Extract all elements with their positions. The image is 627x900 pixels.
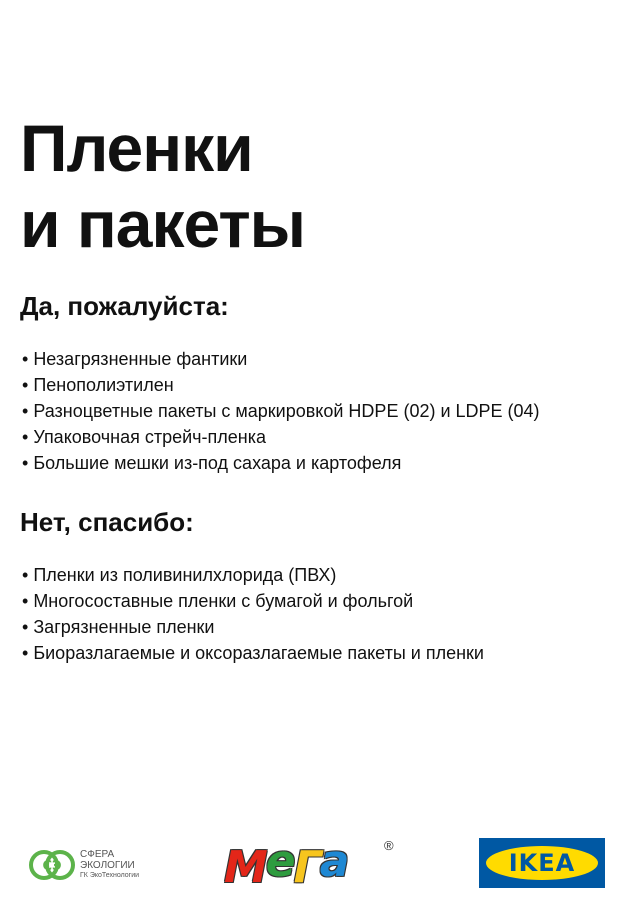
sfera-line-2: ЭКОЛОГИИ (80, 860, 135, 871)
mega-letter: Г (293, 842, 322, 893)
list-item: • Разноцветные пакеты с маркировкой HDPE (02) и LDPE (04) (22, 398, 540, 424)
list-item: • Упаковочная стрейч-пленка (22, 424, 540, 450)
sfera-ekologii-text (80, 849, 139, 880)
no-heading: Нет, спасибо: (20, 507, 194, 537)
list-item: • Загрязненные пленки (22, 614, 484, 640)
yes-list (22, 346, 540, 476)
page-title (20, 110, 305, 262)
sfera-ekologii-logo (28, 846, 178, 886)
ikea-wordmark: IKEA (508, 849, 576, 877)
list-item: • Большие мешки из-под сахара и картофеля (22, 450, 540, 476)
sfera-line-3: ГК ЭкоТехнологии (80, 872, 140, 879)
sfera-ekologii-mark-icon (28, 849, 76, 881)
sfera-line-1: СФЕРА (80, 849, 115, 860)
registered-mark: ® (384, 838, 394, 853)
title-line-1: Пленки (20, 111, 253, 185)
svg-text:СЭ: СЭ (42, 859, 62, 874)
mega-letter: а (319, 836, 350, 887)
mega-letter: М (224, 842, 268, 893)
title-line-2: и пакеты (20, 187, 306, 261)
yes-heading: Да, пожалуйста: (20, 291, 229, 321)
no-list (22, 562, 484, 666)
list-item: • Многосоставные пленки с бумагой и фольгой (22, 588, 484, 614)
mega-wordmark (224, 836, 399, 893)
list-item: • Незагрязненные фантики (22, 346, 540, 372)
list-item: • Пленки из поливинилхлорида (ПВХ) (22, 562, 484, 588)
ikea-logo (479, 838, 605, 888)
mega-letter: е (265, 836, 296, 887)
mega-logo (224, 836, 399, 893)
list-item: • Биоразлагаемые и оксоразлагаемые пакеты и пленки (22, 640, 484, 666)
list-item: • Пенополиэтилен (22, 372, 540, 398)
